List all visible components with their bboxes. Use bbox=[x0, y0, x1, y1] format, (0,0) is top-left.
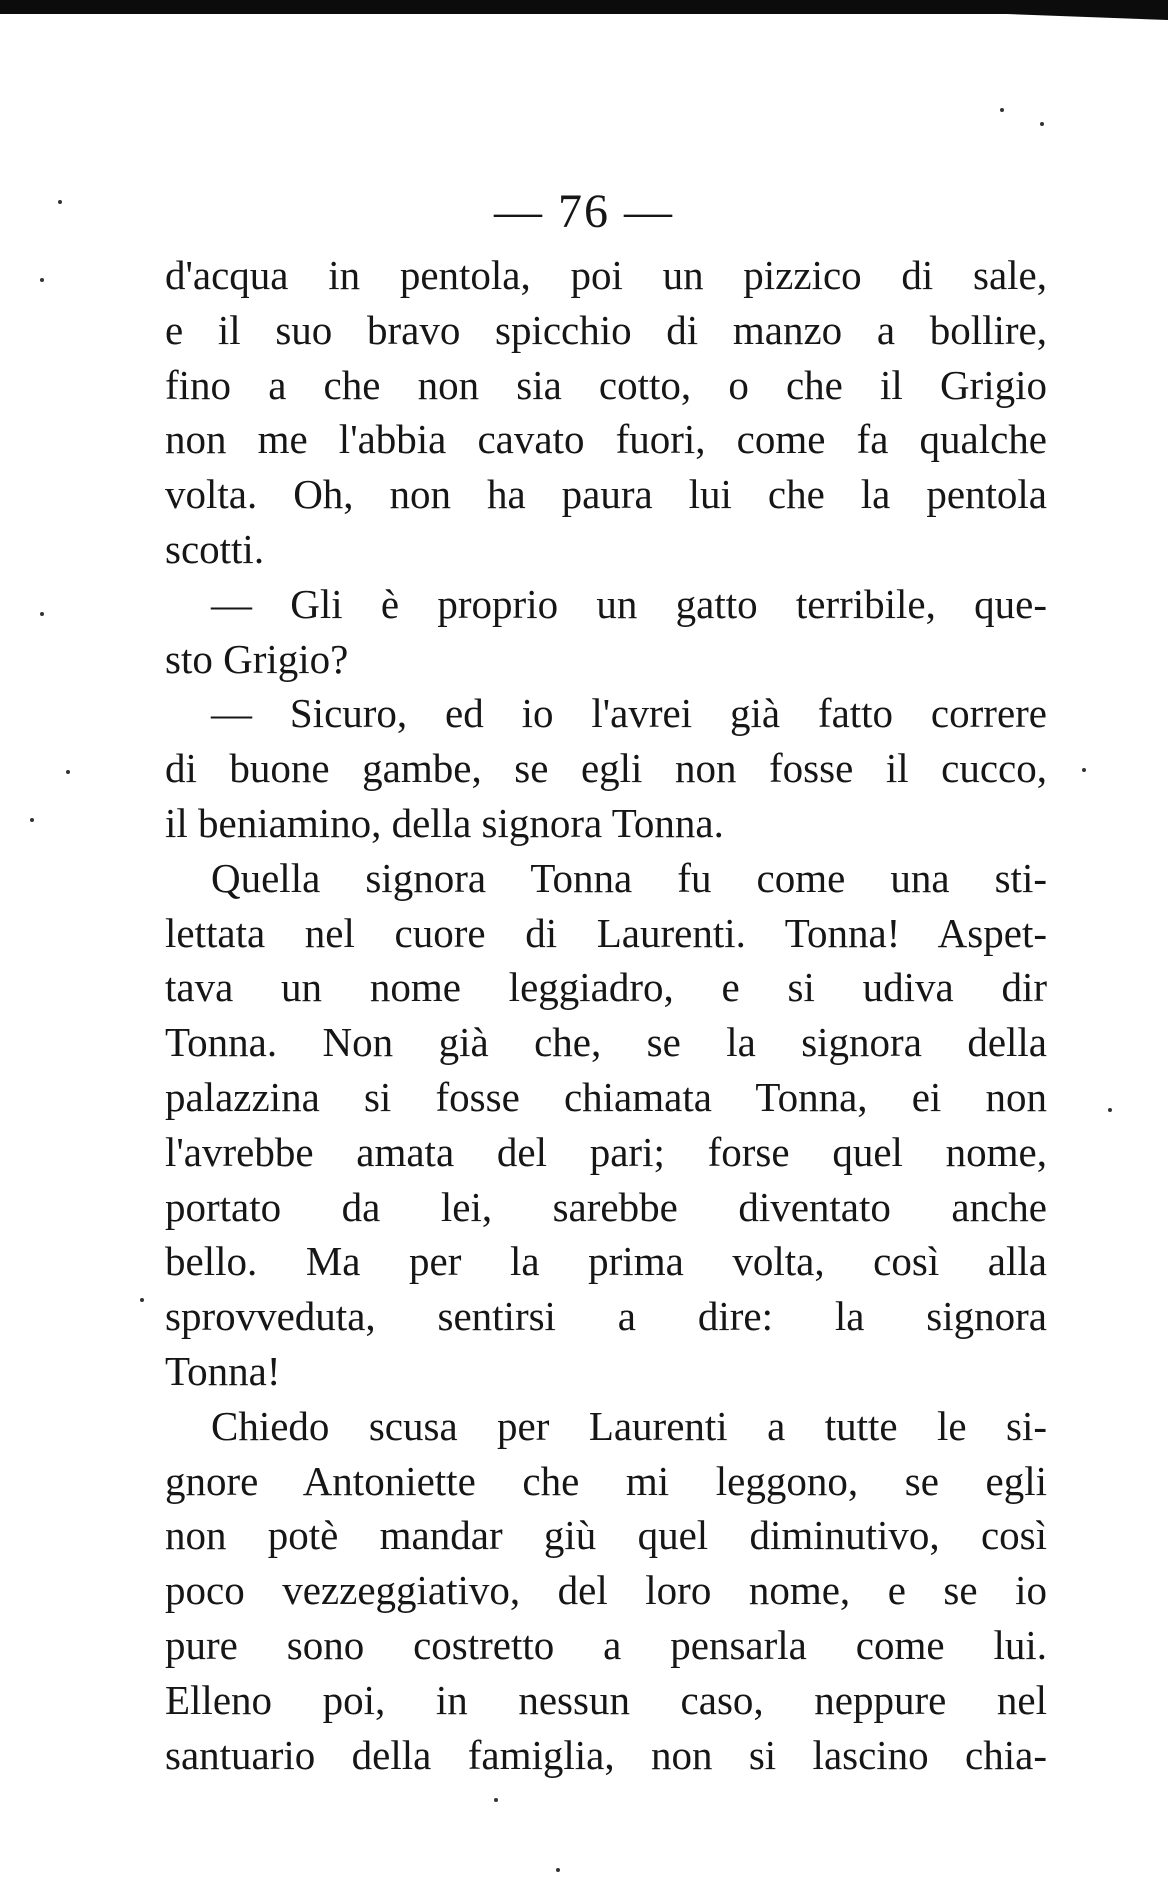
text-line: Quella signora Tonna fu come una sti- bbox=[211, 854, 1047, 901]
scan-speck bbox=[1082, 768, 1086, 772]
text-line: di buone gambe, se egli non fosse il cucco, bbox=[165, 745, 1047, 792]
scan-speck bbox=[1108, 1108, 1112, 1112]
text-line: bello. Ma per la prima volta, così alla bbox=[165, 1238, 1047, 1285]
body-text bbox=[165, 248, 1047, 1782]
text-line: non me l'abbia cavato fuori, come fa qualche bbox=[165, 416, 1047, 463]
text-line: tava un nome leggiadro, e si udiva dir bbox=[165, 964, 1047, 1011]
text-line: fino a che non sia cotto, o che il Grigio bbox=[165, 361, 1047, 408]
text-line: santuario della famiglia, non si lascino chia- bbox=[165, 1731, 1047, 1778]
text-line: non potè mandar giù quel diminutivo, così bbox=[165, 1512, 1047, 1559]
scan-speck bbox=[40, 278, 44, 282]
top-edge-rule-tail bbox=[980, 10, 1168, 20]
text-line: sprovveduta, sentirsi a dire: la signora bbox=[165, 1293, 1047, 1340]
text-line: gnore Antoniette che mi leggono, se egli bbox=[165, 1457, 1047, 1504]
text-line: palazzina si fosse chiamata Tonna, ei non bbox=[165, 1073, 1047, 1120]
scan-speck bbox=[66, 770, 70, 774]
text-line: portato da lei, sarebbe diventato anche bbox=[165, 1183, 1047, 1230]
scan-speck bbox=[30, 818, 34, 822]
page-number: — 76 — bbox=[494, 185, 674, 238]
scan-speck bbox=[140, 1298, 144, 1302]
scan-speck bbox=[556, 1868, 560, 1872]
text-line: scotti. bbox=[165, 525, 265, 572]
text-line: poco vezzeggiativo, del loro nome, e se io bbox=[165, 1567, 1047, 1614]
text-line: Tonna. Non già che, se la signora della bbox=[165, 1019, 1047, 1066]
text-line: d'acqua in pentola, poi un pizzico di sale, bbox=[165, 252, 1047, 298]
text-line: Elleno poi, in nessun caso, neppure nel bbox=[165, 1676, 1047, 1723]
text-line: — Gli è proprio un gatto terribile, que- bbox=[211, 580, 1047, 627]
text-line: Tonna! bbox=[165, 1347, 281, 1394]
text-line: sto Grigio? bbox=[165, 635, 349, 682]
text-line: il beniamino, della signora Tonna. bbox=[165, 799, 724, 846]
text-line: e il suo bravo spicchio di manzo a bollire, bbox=[165, 306, 1047, 353]
text-line: pure sono costretto a pensarla come lui. bbox=[165, 1621, 1047, 1668]
text-line: — Sicuro, ed io l'avrei già fatto correre bbox=[211, 690, 1047, 737]
text-line: l'avrebbe amata del pari; forse quel nome, bbox=[165, 1128, 1047, 1175]
text-line: Chiedo scusa per Laurenti a tutte le si- bbox=[211, 1402, 1047, 1449]
scan-speck bbox=[1000, 108, 1004, 112]
scan-speck bbox=[494, 1798, 498, 1802]
text-line: lettata nel cuore di Laurenti. Tonna! Aspet- bbox=[165, 909, 1047, 956]
scan-speck bbox=[40, 612, 44, 616]
scan-speck bbox=[1040, 122, 1044, 126]
text-line: volta. Oh, non ha paura lui che la pentola bbox=[165, 471, 1047, 518]
